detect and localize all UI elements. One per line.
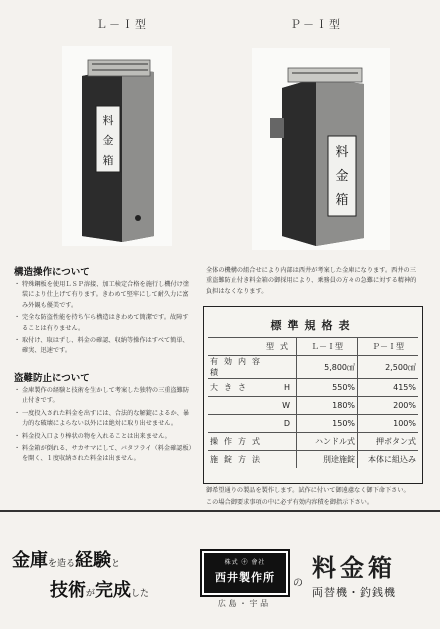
caption-p1: Ｐ－Ｉ型 bbox=[290, 18, 342, 31]
spec-row-p: 2,500㎤ bbox=[358, 356, 418, 379]
spec-row-sub bbox=[280, 451, 296, 469]
spec-row bbox=[208, 356, 418, 379]
spec-row-label: 操作方式 bbox=[208, 433, 280, 451]
spec-row bbox=[208, 397, 418, 415]
spec-row-p: 415% bbox=[358, 379, 418, 397]
slogan-line-1 bbox=[12, 546, 120, 572]
spec-header-l: Ｌ－Ｉ型 bbox=[297, 338, 358, 356]
section-title-structure: 構造操作について bbox=[14, 267, 90, 278]
photo-p1-cabinet bbox=[252, 48, 390, 250]
spec-row-p: 100% bbox=[358, 415, 418, 433]
product-sub: 両替機・釣銭機 bbox=[312, 586, 396, 599]
section-title-theft: 盗難防止について bbox=[14, 373, 90, 384]
spec-header-label: 型式 bbox=[208, 338, 297, 356]
footer-divider bbox=[0, 510, 440, 512]
spec-row-l: 150% bbox=[297, 415, 358, 433]
spec-row-p: 200% bbox=[358, 397, 418, 415]
spec-table-panel bbox=[203, 306, 423, 484]
cabinet-label-l-2: 金 bbox=[102, 134, 114, 147]
spec-row-sub bbox=[280, 433, 296, 451]
slogan-word: 技術 bbox=[50, 580, 86, 601]
slogan-word: 金庫 bbox=[12, 550, 48, 571]
slogan-particle: した bbox=[131, 589, 150, 599]
spec-row-sub: W bbox=[280, 397, 296, 415]
photo-l1-cabinet bbox=[62, 46, 172, 246]
slogan-particle: が bbox=[86, 589, 96, 599]
slogan-word: 経験 bbox=[75, 550, 112, 571]
spec-row-label: 大きさ bbox=[208, 379, 280, 397]
cabinet-label-p-3: 箱 bbox=[335, 193, 349, 208]
company-location: 広 島 ・ 宇 品 bbox=[217, 599, 269, 608]
spec-table bbox=[208, 337, 418, 468]
structure-item: ・ 完全な防盗性能を持ち乍ら構造はきわめて簡潔です。故障することは有りません。 bbox=[14, 313, 194, 334]
slogan-line-2 bbox=[50, 576, 149, 602]
slogan-particle: と bbox=[111, 559, 121, 569]
spec-row-sub: D bbox=[280, 415, 296, 433]
spec-row-l: 5,800㎤ bbox=[297, 356, 358, 379]
structure-item: ・ 取付け、取はずし、料金の確認、収納等操作はすべて簡単、確実、迅速です。 bbox=[14, 336, 194, 357]
company-name: 西井製作所 bbox=[215, 571, 275, 584]
spec-table-title: 標準規格表 bbox=[270, 319, 356, 332]
spec-row-p: 本体に組込み bbox=[358, 451, 418, 469]
intro-text: 全体の機構の組合せにより内部は西井が考案した金庫になります。西井の三重盗難防止付き料金箱の御採用により、乗務員の方々の急難に対する精神的負担はなくなります。 bbox=[206, 267, 417, 295]
product-name: 料金箱 bbox=[312, 553, 396, 582]
spec-row-label: 有効内容積 bbox=[208, 356, 280, 379]
spec-row-sub bbox=[280, 356, 296, 379]
note-1: 御希望通りの製品を製作します。試作に付いて御遠慮なく御下命下さい。 bbox=[206, 487, 410, 494]
theft-item: ・ 料金投入口より棒状の物を入れることは出来ません。 bbox=[14, 432, 194, 442]
spec-header-p: Ｐ－Ｉ型 bbox=[358, 338, 418, 356]
caption-l1: Ｌ－Ｉ型 bbox=[96, 18, 148, 31]
theft-item: ・ 金庫製作の経験と技術を生かして考案した独特の三重盗難防止付きです。 bbox=[14, 386, 194, 407]
spec-row-label bbox=[208, 397, 280, 415]
spec-row-label: 施錠方法 bbox=[208, 451, 280, 469]
spec-row bbox=[208, 451, 418, 469]
slogan-connector: の bbox=[293, 578, 303, 589]
theft-list bbox=[14, 386, 194, 467]
spec-header-row bbox=[208, 338, 418, 356]
theft-item: ・ 料金箱が倒れる、サカサマにして、バタフライ（料金確認板）を開く、１度収納された料金は出ません。 bbox=[14, 444, 194, 465]
spec-row-l: 550% bbox=[297, 379, 358, 397]
cabinet-label-p-1: 料 bbox=[335, 145, 349, 160]
spec-row bbox=[208, 415, 418, 433]
spec-row-l: 180% bbox=[297, 397, 358, 415]
cabinet-label-l-1: 料 bbox=[102, 114, 114, 127]
structure-item: ・ 特殊鋼板を使用ＬＳＰ溶接、加工検定合格を施行し機付け塗装により仕上げて有ります。きわめて堅牢にして耐久力に富み外観も優美です。 bbox=[14, 280, 194, 311]
cabinet-label-l-3: 箱 bbox=[102, 154, 114, 167]
theft-item: ・ 一度投入された料金を出すには、合法的な解錠によるか、暴力的な破壊によらない以外には絶対に取り出せません。 bbox=[14, 409, 194, 430]
spec-row bbox=[208, 379, 418, 397]
spec-row bbox=[208, 433, 418, 451]
spec-row-sub: H bbox=[280, 379, 296, 397]
structure-list bbox=[14, 280, 194, 359]
cabinet-label-p-2: 金 bbox=[335, 169, 349, 184]
company-type: 株式 ㊉ 會社 bbox=[224, 559, 266, 566]
company-logo bbox=[200, 549, 290, 597]
spec-row-label bbox=[208, 415, 280, 433]
spec-row-p: 押ボタン式 bbox=[358, 433, 418, 451]
slogan-particle: を造る bbox=[48, 559, 76, 569]
slogan-word: 完成 bbox=[95, 580, 132, 601]
spec-row-l: ハンドル式 bbox=[297, 433, 358, 451]
note-2: この場合御要求事項の中に必ず有効内容積を御指示下さい。 bbox=[206, 499, 374, 506]
spec-row-l: 別途施錠 bbox=[297, 451, 358, 469]
